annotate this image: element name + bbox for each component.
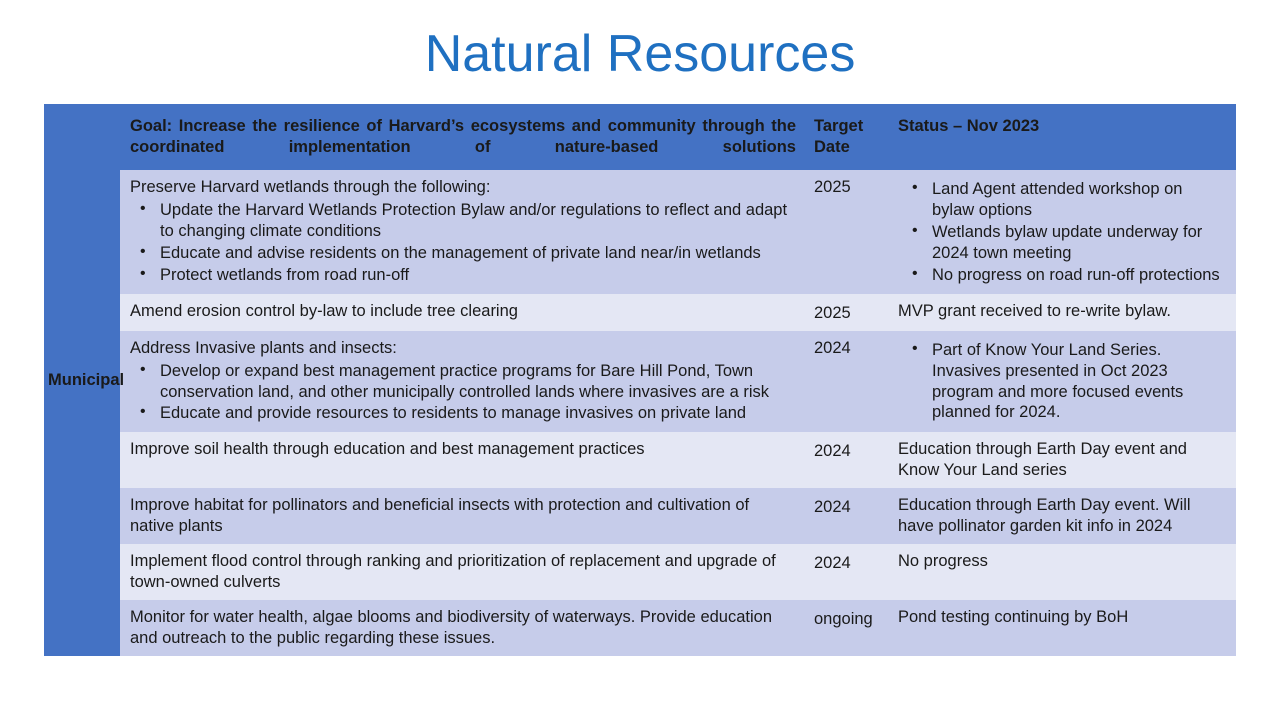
goal-cell <box>120 170 804 294</box>
goals-table <box>44 104 1236 656</box>
table-row <box>44 432 1236 488</box>
goal-text: Preserve Harvard wetlands through the following: <box>130 177 491 196</box>
table-row <box>44 294 1236 331</box>
status-text: No progress <box>898 552 988 571</box>
status-bullet: • No progress on road run-off protections <box>898 265 1228 286</box>
goal-cell <box>120 488 804 544</box>
table-row <box>44 170 1236 294</box>
status-bullet-list <box>898 179 1228 286</box>
header-target-date: Target Date <box>804 104 888 170</box>
goal-text: Improve soil health through education and best management practices <box>130 440 645 459</box>
status-text: Education through Earth Day event and Know Your Land series <box>898 440 1187 480</box>
status-text: Education through Earth Day event. Will have pollinator garden kit info in 2024 <box>898 496 1191 536</box>
table-row <box>44 544 1236 600</box>
target-date-cell: ongoing <box>804 600 888 656</box>
status-cell <box>888 544 1236 600</box>
status-cell <box>888 600 1236 656</box>
status-bullet: • Wetlands bylaw update underway for 2024 town meeting <box>898 222 1228 264</box>
goal-cell <box>120 294 804 331</box>
status-text: Pond testing continuing by BoH <box>898 608 1129 627</box>
goal-text: Monitor for water health, algae blooms and biodiversity of waterways. Provide education and outreach to the public regarding these issues. <box>130 608 773 648</box>
header-goal: Goal: Increase the resilience of Harvard’s ecosystems and community through the coordinated implementation of nature-based solutions <box>120 104 804 170</box>
goal-bullet-list <box>130 200 796 286</box>
goal-text: Improve habitat for pollinators and beneficial insects with protection and cultivation of native plants <box>130 496 750 536</box>
status-cell <box>888 294 1236 331</box>
page-title: Natural Resources <box>424 25 856 83</box>
table-row <box>44 331 1236 433</box>
target-date-cell: 2024 <box>804 432 888 488</box>
table-row <box>44 600 1236 656</box>
status-cell <box>888 170 1236 294</box>
goal-cell <box>120 600 804 656</box>
goal-bullet: • Develop or expand best management practice programs for Bare Hill Pond, Town conservation land, and other municipally controlled lands where invasives are a risk <box>130 361 796 403</box>
goal-bullet: • Educate and advise residents on the management of private land near/in wetlands <box>130 243 796 264</box>
goal-text: Address Invasive plants and insects: <box>130 338 397 357</box>
goal-bullet-list <box>130 361 796 425</box>
status-bullet: • Land Agent attended workshop on bylaw options <box>898 179 1228 221</box>
table-row <box>44 488 1236 544</box>
target-date-cell: 2024 <box>804 331 888 433</box>
goal-bullet: • Protect wetlands from road run-off <box>130 265 796 286</box>
goal-cell <box>120 331 804 433</box>
goal-bullet: • Update the Harvard Wetlands Protection Bylaw and/or regulations to reflect and adapt to changing climate conditions <box>130 200 796 242</box>
goal-text: Implement flood control through ranking and prioritization of replacement and upgrade of town-owned culverts <box>130 552 776 592</box>
target-date-cell: 2025 <box>804 294 888 331</box>
status-bullet: • Part of Know Your Land Series. Invasives presented in Oct 2023 program and more focused events planned for 2024. <box>898 340 1228 424</box>
target-date-cell: 2025 <box>804 170 888 294</box>
target-date-cell: 2024 <box>804 544 888 600</box>
status-cell <box>888 432 1236 488</box>
goals-table-container <box>44 104 1236 656</box>
table-body <box>44 104 1236 656</box>
status-cell <box>888 488 1236 544</box>
goal-bullet: • Educate and provide resources to residents to manage invasives on private land <box>130 403 796 424</box>
table-header-row <box>44 104 1236 170</box>
status-cell <box>888 331 1236 433</box>
target-date-cell: 2024 <box>804 488 888 544</box>
status-bullet-list <box>898 340 1228 424</box>
goal-text: Amend erosion control by-law to include tree clearing <box>130 301 518 320</box>
header-status: Status – Nov 2023 <box>888 104 1236 170</box>
goal-cell <box>120 432 804 488</box>
status-text: MVP grant received to re-write bylaw. <box>898 301 1171 320</box>
category-cell: Municipal <box>44 104 120 656</box>
goal-cell <box>120 544 804 600</box>
